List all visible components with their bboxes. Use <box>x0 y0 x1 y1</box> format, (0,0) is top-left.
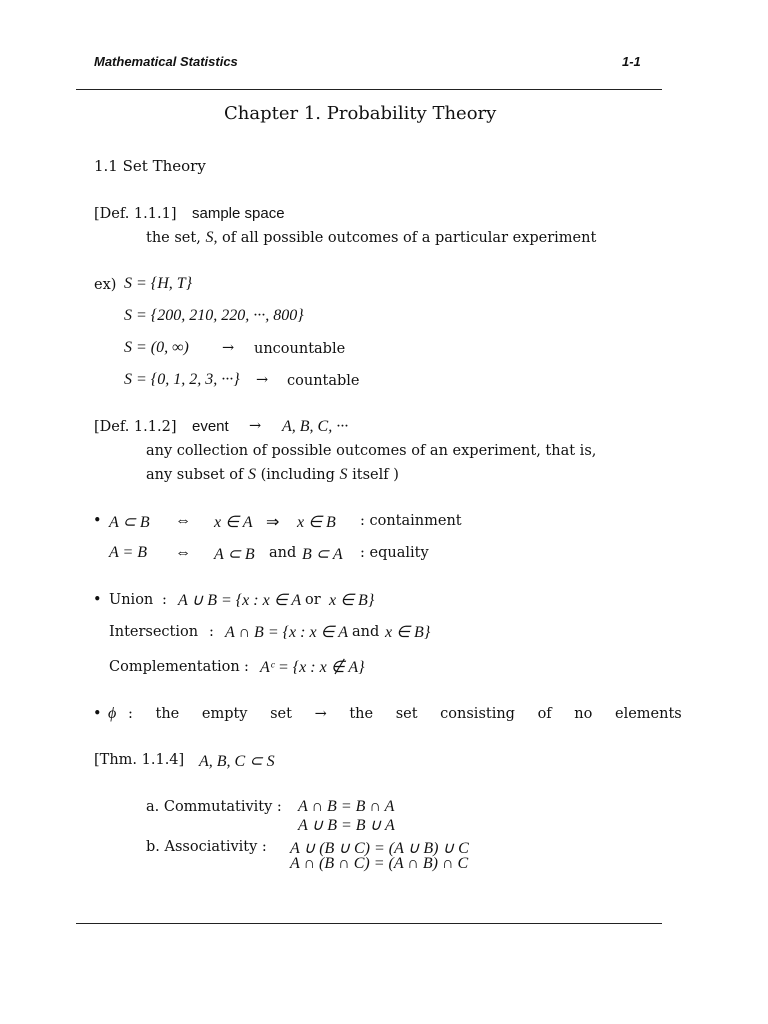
example-4: S = {0, 1, 2, 3, ···} <box>124 371 240 388</box>
bullet-empty: • <box>93 706 102 722</box>
intersection-expr-b: x ∈ B} <box>385 624 431 641</box>
example-3: S = (0, ∞) <box>124 339 189 356</box>
def-1-1-1-term: sample space <box>192 205 285 222</box>
page-number: 1-1 <box>622 54 641 69</box>
thm-b-label: b. Associativity : <box>146 839 267 855</box>
def-1-1-2-s: S <box>248 466 257 483</box>
def-1-1-2-line2-b: (including <box>260 467 335 483</box>
empty-word: set <box>395 706 418 722</box>
example-3-label: uncountable <box>254 341 346 357</box>
union-colon: : <box>162 592 167 608</box>
union-expr-b: x ∈ B} <box>329 592 375 609</box>
def-1-1-2-s2: S <box>339 466 348 483</box>
running-header-title: Mathematical Statistics <box>94 54 238 69</box>
empty-word: : <box>128 706 133 722</box>
containment-rhs-b: x ∈ B <box>297 514 336 531</box>
equality-rhs-b: B ⊂ A <box>302 546 343 563</box>
section-heading: 1.1 Set Theory <box>94 157 206 175</box>
chapter-title: Chapter 1. Probability Theory <box>224 103 497 124</box>
bullet-containment: • <box>93 513 102 529</box>
union-label: Union <box>109 592 154 608</box>
example-2: S = {200, 210, 220, ···, 800} <box>124 307 304 324</box>
footer-rule <box>76 923 662 924</box>
thm-statement: A, B, C ⊂ S <box>199 753 275 770</box>
empty-word: of <box>537 706 552 722</box>
example-1: S = {H, T} <box>124 275 193 292</box>
union-or: or <box>305 592 321 608</box>
thm-a-label: a. Commutativity : <box>146 799 282 815</box>
bullet-union: • <box>93 592 102 608</box>
containment-implies: ⇒ <box>266 514 280 531</box>
thm-b-line2: A ∩ (B ∩ C) = (A ∩ B) ∩ C <box>290 855 469 872</box>
equality-lhs: A = B <box>109 544 148 561</box>
def-1-1-2-line2-a: any subset of <box>146 467 244 483</box>
empty-word: the <box>155 706 180 722</box>
thm-a-line2: A ∪ B = B ∪ A <box>298 817 395 834</box>
empty-word: no <box>574 706 593 722</box>
def-1-1-2-line2 <box>146 466 399 484</box>
empty-arrow: → <box>314 706 327 722</box>
header-rule <box>76 89 662 90</box>
examples-prefix: ex) <box>94 277 117 293</box>
def-1-1-2-ref: [Def. 1.1.2] <box>94 419 177 435</box>
def-1-1-2-line2-c: itself ) <box>352 467 399 483</box>
empty-word: empty <box>201 706 248 722</box>
def-1-1-1-text-b: of all possible outcomes of a particular experiment <box>222 230 597 246</box>
equality-label: : equality <box>360 545 429 561</box>
def-1-1-1-ref: [Def. 1.1.1] <box>94 206 177 222</box>
def-1-1-2-arrow: → <box>249 418 262 434</box>
containment-lhs: A ⊂ B <box>109 514 150 531</box>
complement-colon: : <box>244 659 249 675</box>
def-1-1-2-term: event <box>192 418 229 435</box>
empty-set-description <box>128 706 700 722</box>
arrow-4: → <box>256 372 269 388</box>
def-1-1-2-line1: any collection of possible outcomes of an experiment, that is, <box>146 443 597 459</box>
containment-iff: ⇔ <box>175 512 191 529</box>
thm-ref: [Thm. 1.1.4] <box>94 752 185 768</box>
def-1-1-1-text-a: the set, <box>146 230 201 246</box>
def-1-1-1-s: S, <box>205 229 218 246</box>
intersection-colon: : <box>209 624 214 640</box>
equality-rhs-a: A ⊂ B <box>214 546 255 563</box>
intersection-label: Intersection <box>109 624 199 640</box>
intersection-expr-a: A ∩ B = {x : x ∈ A <box>225 624 348 641</box>
union-expr-a: A ∪ B = {x : x ∈ A <box>178 592 302 609</box>
containment-rhs-a: x ∈ A <box>214 514 253 531</box>
empty-word: the <box>349 706 374 722</box>
thm-b-line1: A ∪ (B ∪ C) = (A ∪ B) ∪ C <box>290 840 469 857</box>
equality-iff: ⇔ <box>175 544 191 561</box>
complement-label: Complementation <box>109 659 240 675</box>
example-4-label: countable <box>287 373 360 389</box>
empty-word: consisting <box>440 706 515 722</box>
def-1-1-1-text <box>146 229 596 247</box>
complement-expr: Aᶜ = {x : x ∉ A} <box>260 659 365 676</box>
thm-a-line1: A ∩ B = B ∩ A <box>298 798 395 815</box>
arrow-3: → <box>222 340 235 356</box>
empty-word: elements <box>614 706 682 722</box>
containment-label: : containment <box>360 513 462 529</box>
empty-set-symbol: ϕ <box>108 705 117 722</box>
empty-word: set <box>270 706 292 722</box>
equality-and: and <box>269 545 297 561</box>
def-1-1-2-symbols: A, B, C, ··· <box>282 418 349 435</box>
intersection-and: and <box>352 624 380 640</box>
